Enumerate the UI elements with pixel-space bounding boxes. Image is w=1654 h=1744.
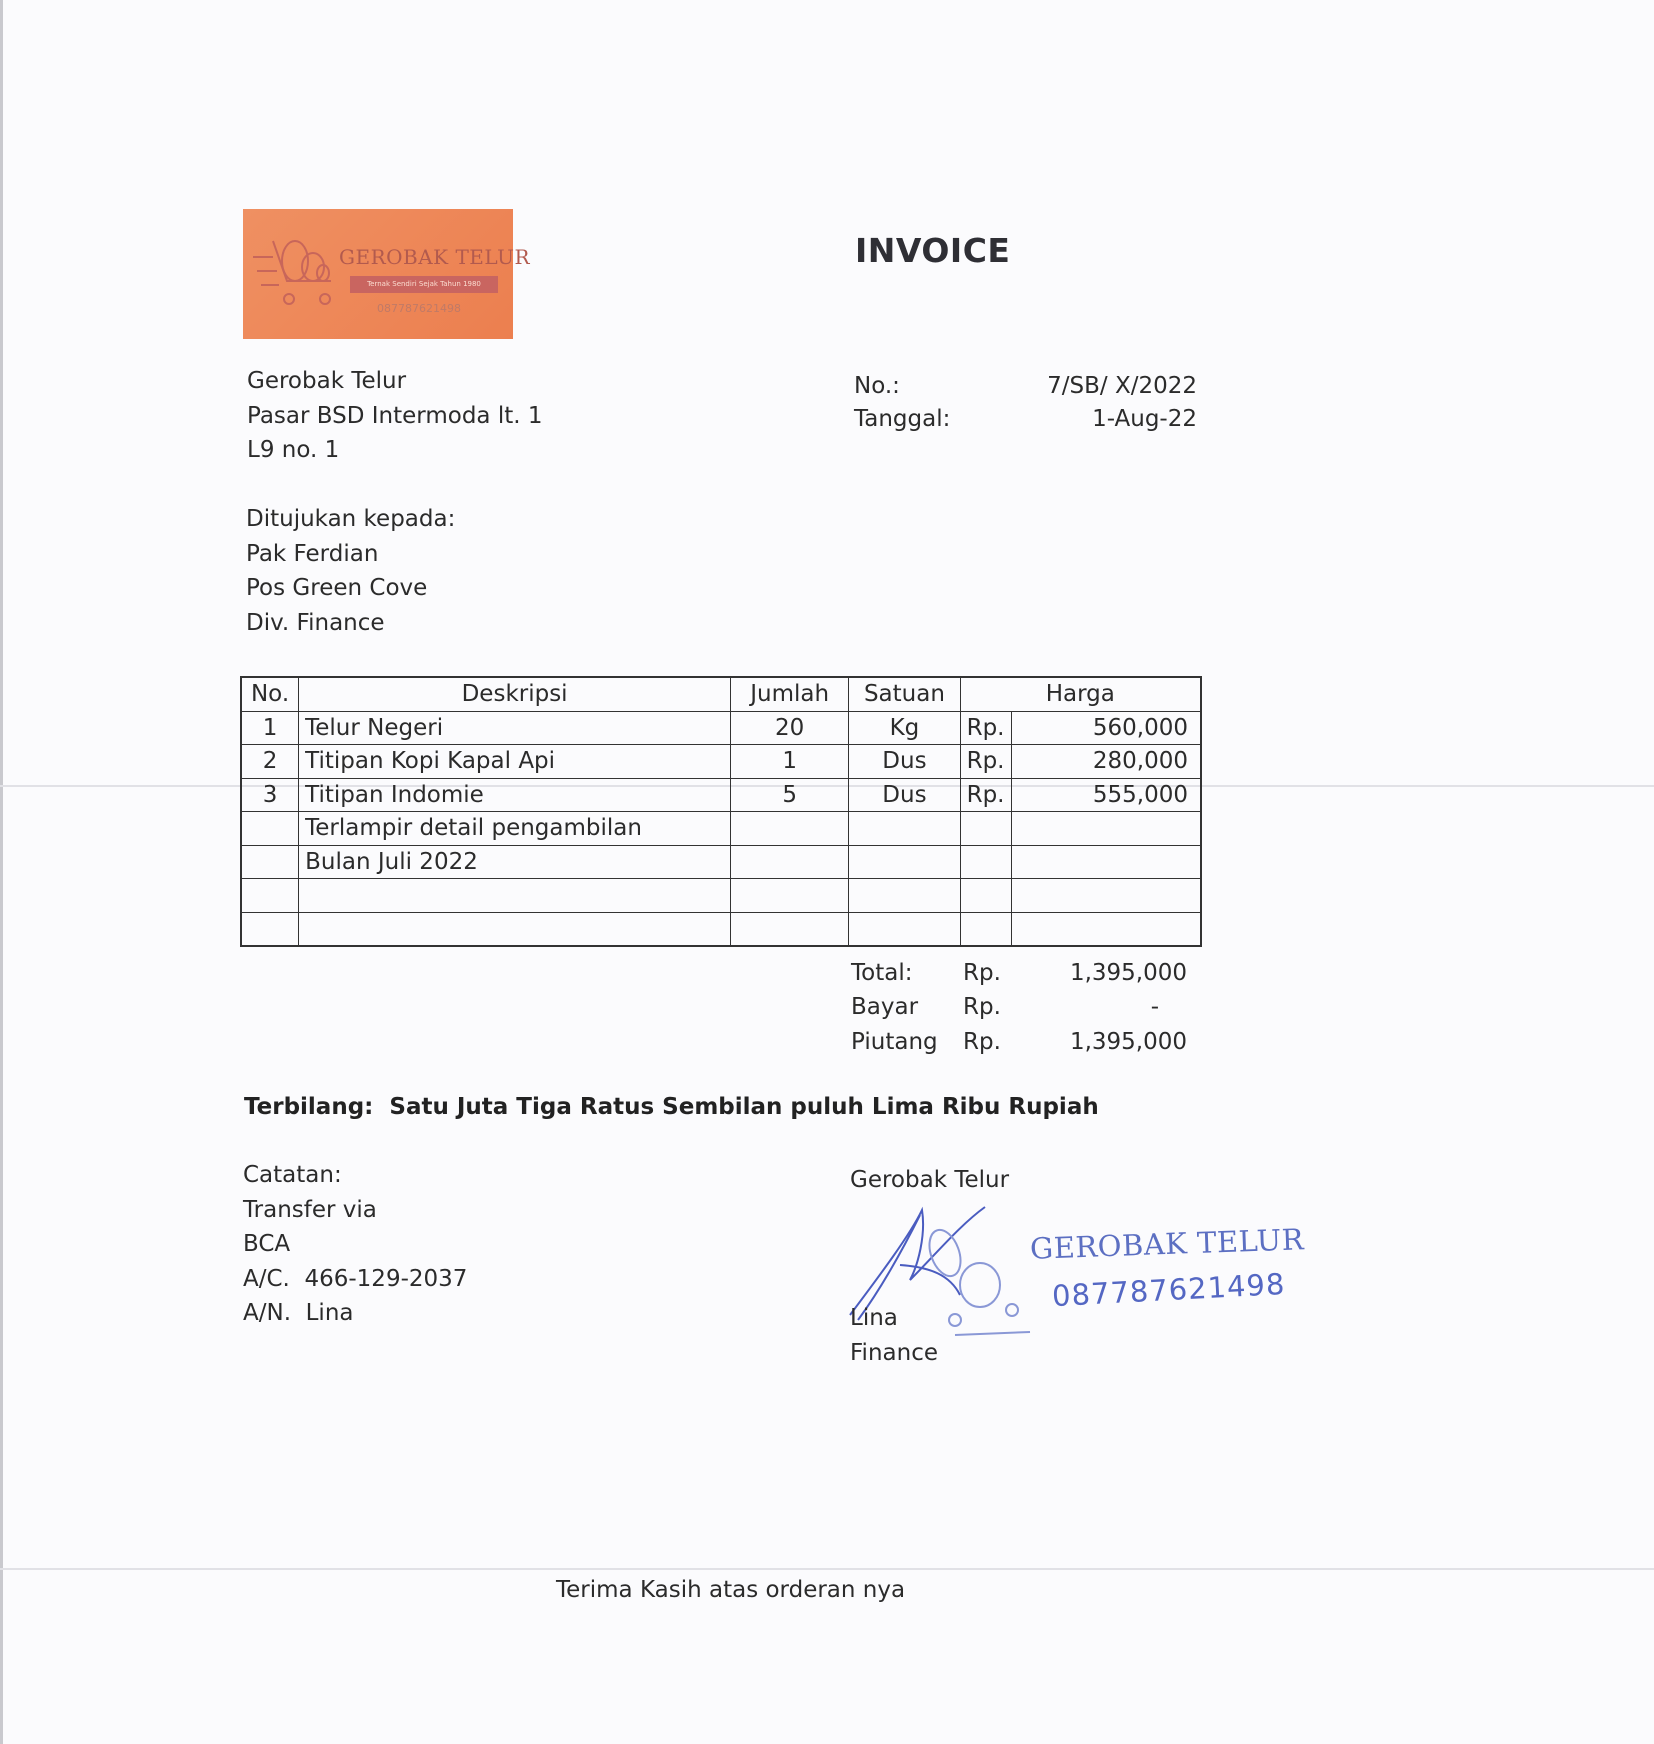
- row-currency: [960, 912, 1011, 946]
- row-amount: [1011, 845, 1201, 879]
- row-description: Telur Negeri: [299, 711, 731, 745]
- logo-brand-text: GEROBAK TELUR: [339, 245, 531, 269]
- table-row: [241, 912, 1201, 946]
- row-unit: Dus: [849, 745, 960, 779]
- header-description: Deskripsi: [299, 677, 731, 711]
- header-no: No.: [241, 677, 299, 711]
- row-quantity: [731, 812, 849, 846]
- footer-thanks: Terima Kasih atas orderan nya: [556, 1577, 906, 1603]
- row-currency: Rp.: [960, 745, 1011, 779]
- document-title: INVOICE: [855, 231, 1011, 270]
- table-row: [241, 745, 1201, 779]
- paper-fold-line: [0, 1568, 1654, 1570]
- paid-currency: Rp.: [963, 994, 1001, 1020]
- signatory-role: Finance: [850, 1340, 938, 1366]
- recipient-division: Div. Finance: [246, 609, 385, 636]
- amount-in-words: [244, 1094, 1099, 1120]
- row-description: Bulan Juli 2022: [299, 845, 731, 879]
- row-currency: Rp.: [960, 778, 1011, 812]
- invoice-no-label: No.:: [854, 373, 900, 399]
- row-currency: [960, 812, 1011, 846]
- row-description: Titipan Indomie: [299, 778, 731, 812]
- notes-bank: BCA: [243, 1231, 291, 1257]
- items-table: [240, 676, 1202, 947]
- notes-holder: A/N. Lina: [243, 1300, 354, 1326]
- header-unit: Satuan: [849, 677, 960, 711]
- logo-tagline: Ternak Sendiri Sejak Tahun 1980: [350, 276, 498, 293]
- paid-label: Bayar: [851, 994, 919, 1020]
- notes-line1: Transfer via: [243, 1196, 377, 1223]
- row-no: 2: [241, 745, 299, 779]
- row-currency: [960, 879, 1011, 913]
- row-unit: Kg: [849, 711, 960, 745]
- row-no: [241, 912, 299, 946]
- stamp-brand-text: GEROBAK TELUR: [1029, 1222, 1305, 1266]
- paid-value: -: [1150, 994, 1159, 1020]
- seller-name: Gerobak Telur: [247, 368, 407, 394]
- recipient-name: Pak Ferdian: [246, 540, 379, 567]
- table-header-row: [241, 677, 1201, 711]
- row-amount: [1011, 812, 1201, 846]
- row-amount: 560,000: [1011, 711, 1201, 745]
- row-no: 3: [241, 778, 299, 812]
- recipient-label: Ditujukan kepada:: [246, 506, 456, 532]
- row-amount: 555,000: [1011, 778, 1201, 812]
- recipient-company: Pos Green Cove: [246, 575, 428, 601]
- row-unit: [849, 912, 960, 946]
- invoice-date-value: 1-Aug-22: [1092, 406, 1197, 432]
- row-quantity: 1: [731, 745, 849, 779]
- header-quantity: Jumlah: [731, 677, 849, 711]
- row-currency: [960, 845, 1011, 879]
- amount-in-words-label: Terbilang:: [244, 1094, 374, 1120]
- row-unit: [849, 879, 960, 913]
- row-no: [241, 879, 299, 913]
- row-description: Titipan Kopi Kapal Api: [299, 745, 731, 779]
- row-description: Terlampir detail pengambilan: [299, 812, 731, 846]
- row-amount: [1011, 912, 1201, 946]
- seller-block: [247, 364, 543, 468]
- amount-in-words-value: Satu Juta Tiga Ratus Sembilan puluh Lima Ribu Rupiah: [389, 1094, 1099, 1120]
- row-currency: Rp.: [960, 711, 1011, 745]
- row-no: 1: [241, 711, 299, 745]
- row-amount: 280,000: [1011, 745, 1201, 779]
- scan-edge: [0, 0, 3, 1744]
- egg-cart-icon: [243, 209, 513, 339]
- recipient-block: [246, 502, 455, 640]
- table-row: [241, 778, 1201, 812]
- row-unit: [849, 812, 960, 846]
- row-quantity: [731, 845, 849, 879]
- row-quantity: [731, 912, 849, 946]
- total-label: Total:: [851, 960, 913, 986]
- row-unit: [849, 845, 960, 879]
- invoice-date-label: Tanggal:: [854, 406, 951, 432]
- table-row: [241, 711, 1201, 745]
- row-quantity: [731, 879, 849, 913]
- row-quantity: 20: [731, 711, 849, 745]
- signatory-name: Lina: [850, 1305, 898, 1331]
- table-row: [241, 845, 1201, 879]
- total-value: 1,395,000: [1069, 960, 1187, 986]
- row-amount: [1011, 879, 1201, 913]
- company-logo: [243, 209, 531, 339]
- row-description: [299, 879, 731, 913]
- table-row: [241, 812, 1201, 846]
- seller-address-line2: L9 no. 1: [247, 437, 340, 463]
- invoice-no-value: 7/SB/ X/2022: [1047, 373, 1197, 399]
- notes-label: Catatan:: [243, 1162, 342, 1188]
- due-value: 1,395,000: [1069, 1029, 1187, 1055]
- row-no: [241, 812, 299, 846]
- row-description: [299, 912, 731, 946]
- row-no: [241, 845, 299, 879]
- notes-block: [243, 1158, 467, 1331]
- row-quantity: 5: [731, 778, 849, 812]
- header-price: Harga: [960, 677, 1201, 711]
- notes-account: A/C. 466-129-2037: [243, 1265, 468, 1292]
- due-label: Piutang: [851, 1029, 938, 1055]
- signature-company: Gerobak Telur: [850, 1167, 1010, 1193]
- due-currency: Rp.: [963, 1029, 1001, 1055]
- table-row: [241, 879, 1201, 913]
- row-unit: Dus: [849, 778, 960, 812]
- logo-phone: 087787621498: [377, 302, 461, 315]
- total-currency: Rp.: [963, 960, 1001, 986]
- stamp-phone-text: 087787621498: [1051, 1266, 1287, 1314]
- seller-address-line1: Pasar BSD Intermoda lt. 1: [247, 402, 543, 429]
